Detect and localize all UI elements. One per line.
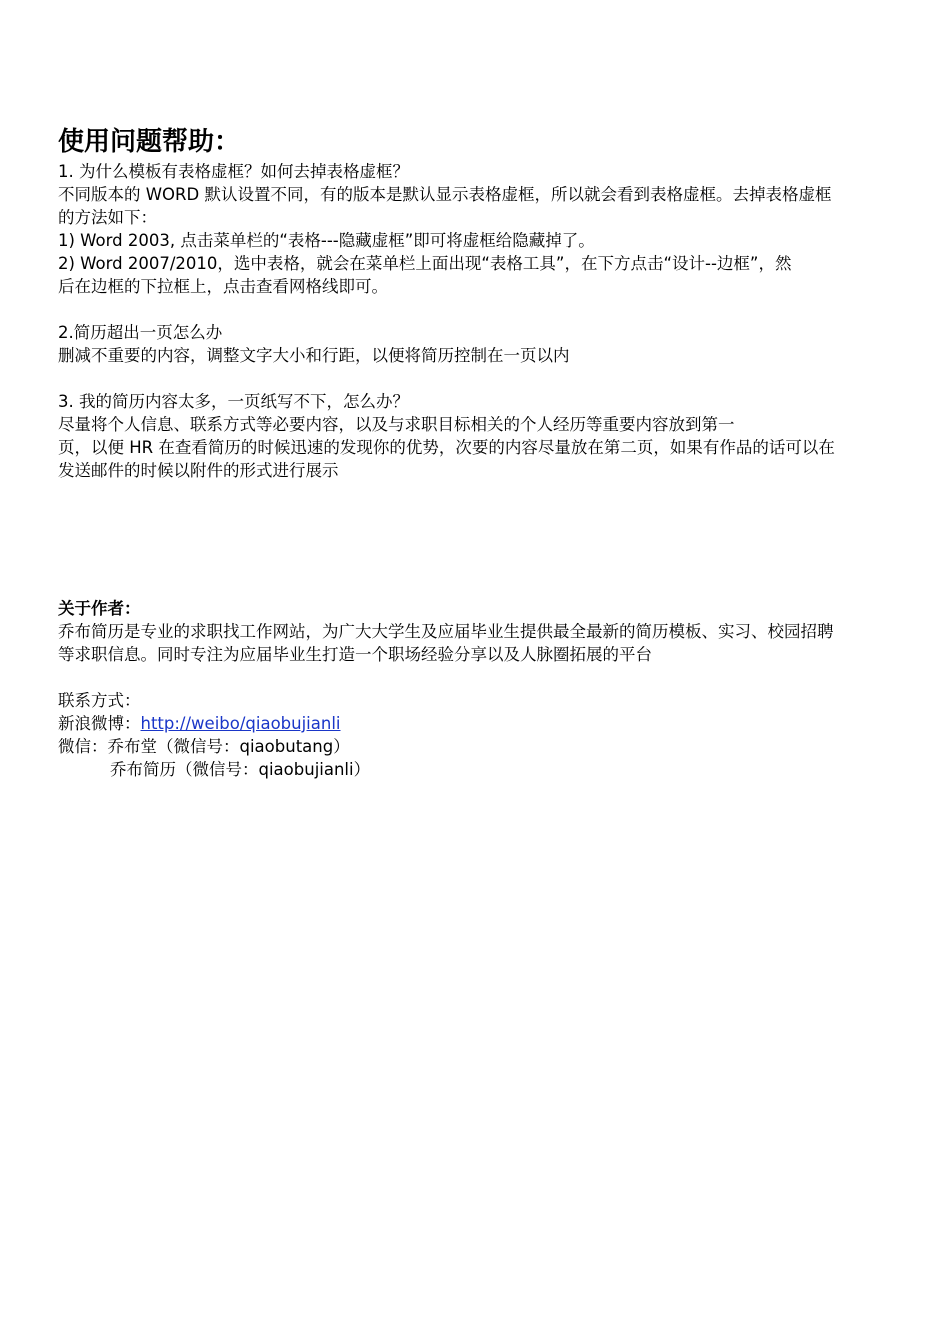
q1-step-1: 1) Word 2003, 点击菜单栏的“表格---隐藏虚框”即可将虚框给隐藏掉了。 bbox=[58, 231, 595, 250]
spacer bbox=[58, 551, 888, 574]
spacer bbox=[58, 666, 888, 689]
document-page bbox=[58, 124, 888, 781]
wechat-row-1 bbox=[58, 735, 888, 758]
help-title: 使用问题帮助： bbox=[58, 127, 241, 157]
q3-answer-line-2: 页，以便 HR 在查看简历的时候迅速的发现你的优势，次要的内容尽量放在第二页，如果有作品的话可以在 bbox=[58, 438, 835, 457]
q1-question: 1. 为什么模板有表格虚框？如何去掉表格虚框？ bbox=[58, 162, 409, 181]
about-desc-line-2: 等求职信息。同时专注为应届毕业生打造一个职场经验分享以及人脉圈拓展的平台 bbox=[58, 645, 652, 664]
wechat-account-2: 乔布简历（微信号：qiaobujianli） bbox=[110, 760, 371, 779]
weibo-row bbox=[58, 712, 888, 735]
spacer bbox=[58, 528, 888, 551]
q1-answer-line-1: 不同版本的 WORD 默认设置不同，有的版本是默认显示表格虚框，所以就会看到表格虚框。去掉表格虚框 bbox=[58, 185, 832, 204]
q1-answer-line-2: 的方法如下： bbox=[58, 208, 157, 227]
q3-question: 3. 我的简历内容太多，一页纸写不下，怎么办？ bbox=[58, 392, 409, 411]
about-desc-line-1: 乔布简历是专业的求职找工作网站，为广大大学生及应届毕业生提供最全最新的简历模板、实习、校园招聘 bbox=[58, 622, 834, 641]
q1-step-2-line-1: 2) Word 2007/2010，选中表格，就会在菜单栏上面出现“表格工具”，在下方点击“设计--边框”，然 bbox=[58, 254, 792, 273]
wechat-row-2 bbox=[58, 758, 888, 781]
weibo-label: 新浪微博： bbox=[58, 714, 141, 733]
q2-question: 2.简历超出一页怎么办 bbox=[58, 323, 223, 342]
q1-step-2-line-2: 后在边框的下拉框上，点击查看网格线即可。 bbox=[58, 277, 388, 296]
spacer bbox=[58, 574, 888, 597]
spacer bbox=[58, 482, 888, 505]
about-title: 关于作者： bbox=[58, 599, 141, 618]
wechat-label: 微信： bbox=[58, 737, 108, 756]
weibo-link[interactable]: http://weibo/qiaobujianli bbox=[140, 714, 341, 733]
spacer bbox=[58, 367, 888, 390]
contact-label: 联系方式： bbox=[58, 691, 141, 710]
spacer bbox=[58, 505, 888, 528]
q2-answer: 删减不重要的内容，调整文字大小和行距，以便将简历控制在一页以内 bbox=[58, 346, 570, 365]
q3-answer-line-1: 尽量将个人信息、联系方式等必要内容，以及与求职目标相关的个人经历等重要内容放到第一 bbox=[58, 415, 735, 434]
spacer bbox=[58, 298, 888, 321]
q3-answer-line-3: 发送邮件的时候以附件的形式进行展示 bbox=[58, 461, 339, 480]
wechat-account-1: 乔布堂（微信号：qiaobutang） bbox=[107, 737, 350, 756]
